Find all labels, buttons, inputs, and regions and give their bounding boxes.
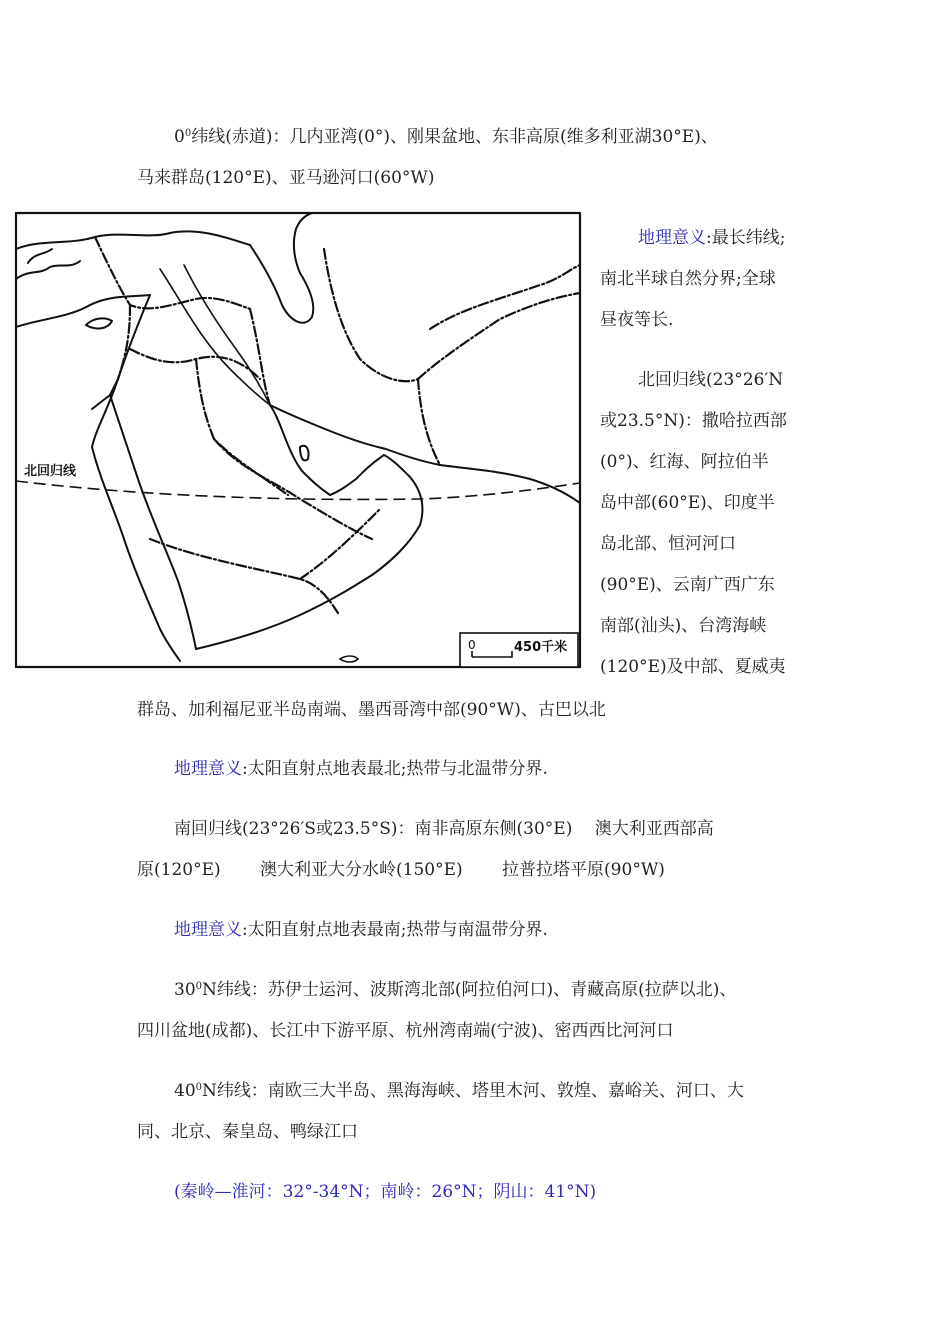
tropic-s-meaning: 地理意义:太阳直射点地表最南;热带与南温带分界. [174,920,548,940]
lat40-line-2: 同、北京、秦皇岛、鸭绿江口 [137,1122,358,1142]
tropic-n-meaning: 地理意义:太阳直射点地表最北;热带与北温带分界. [174,759,548,779]
lat30-line-2: 四川盆地(成都)、长江中下游平原、杭州湾南端(宁波)、密西西比河河口 [137,1021,674,1041]
mountains-note: (秦岭—淮河：32°-34°N；南岭：26°N；阴山：41°N) [174,1182,597,1202]
equator-line-2: 马来群岛(120°E)、亚马逊河口(60°W) [137,168,435,188]
equator-meaning-line-2: 南北半球自然分界;全球 [600,269,776,289]
svg-text:0: 0 [468,638,476,652]
lat30-line-1: $30^0N$纬线：苏伊士运河、波斯湾北部(阿拉伯河口)、青藏高原(拉萨以北)、 [174,980,737,1000]
tropic-s-line-1: 南回归线(23°26′S或23.5°S)：南非高原东侧(30°E) 澳大利亚西部高 [174,819,714,839]
tropic-n-line-8: (120°E)及中部、夏威夷 [600,657,786,677]
middle-east-map [0,209,590,687]
svg-text:450千米: 450千米 [514,640,568,655]
tropic-n-line-1: 北回归线(23°26′N [638,370,784,390]
tropic-n-line-9: 群岛、加利福尼亚半岛南端、墨西哥湾中部(90°W)、古巴以北 [137,700,606,720]
scale-bar [460,633,578,667]
tropic-n-line-5: 岛北部、恒河河口 [600,534,736,554]
tropic-n-line-6: (90°E)、云南广西广东 [600,575,775,595]
lat40-line-1: $40^0N$纬线：南欧三大半岛、黑海海峡、塔里木河、敦煌、嘉峪关、河口、大 [174,1081,744,1101]
tropic-n-line-2: 或23.5°N)：撒哈拉西部 [600,411,787,431]
tropic-n-line-3: (0°)、红海、阿拉伯半 [600,452,769,472]
tropic-s-line-2: 原(120°E) 澳大利亚大分水岭(150°E) 拉普拉塔平原(90°W) [137,860,665,880]
equator-meaning-line-3: 昼夜等长. [600,310,674,330]
tropic-n-line-4: 岛中部(60°E)、印度半 [600,493,775,513]
equator-line-1: $0^0$纬线(赤道)：几内亚湾(0°)、刚果盆地、东非高原(维多利亚湖30°E)、 [174,127,718,147]
tropic-n-line-7: 南部(汕头)、台湾海峡 [600,616,767,636]
tropic-label: 北回归线 [24,464,77,479]
equator-meaning-line-1: 地理意义:最长纬线; [638,228,786,248]
